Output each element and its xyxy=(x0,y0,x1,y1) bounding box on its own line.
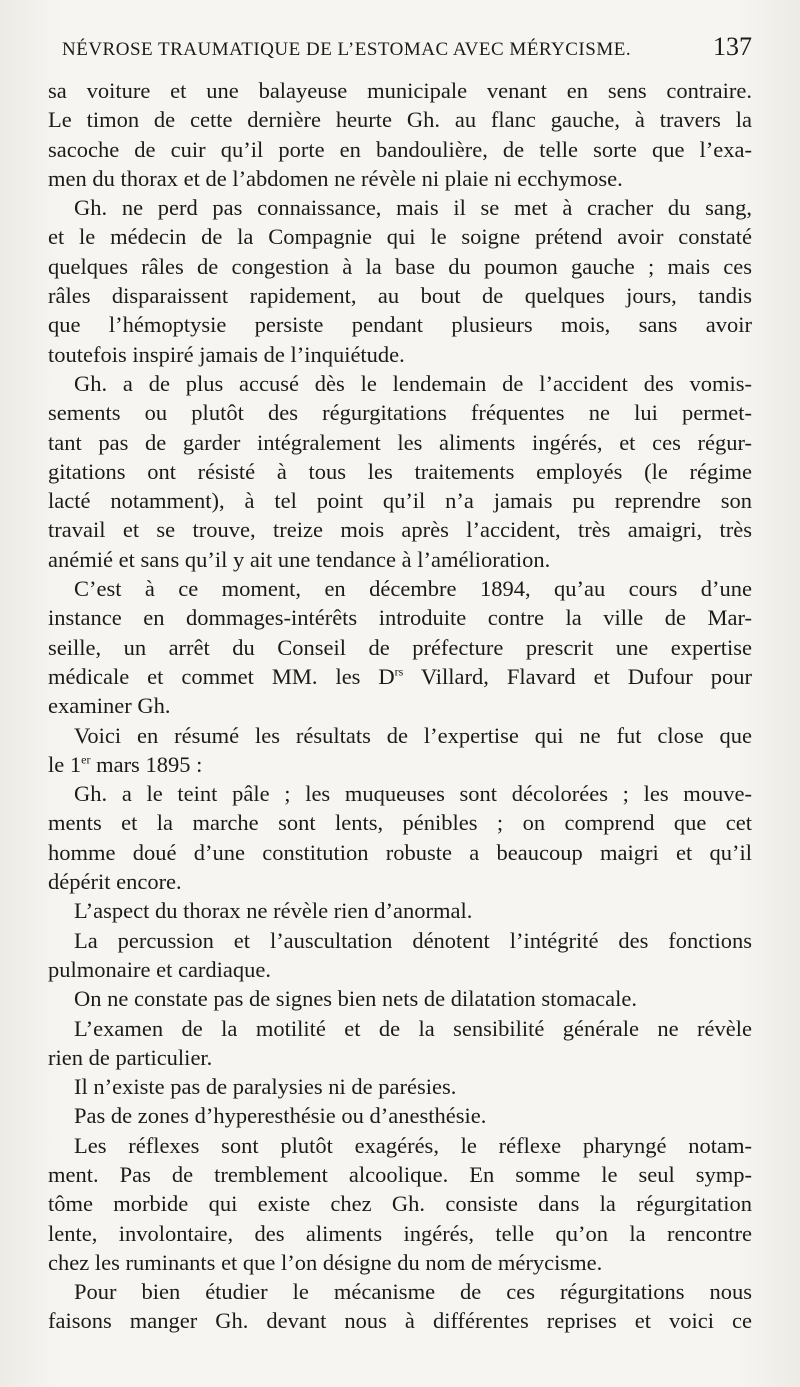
paragraph xyxy=(48,896,752,925)
paragraph xyxy=(48,76,752,193)
text-line: Les réflexes sont plutôt exagérés, le réflexe pharyngé notam- xyxy=(74,1132,752,1158)
text-line: seille, un arrêt du Conseil de préfecture prescrit une expertise xyxy=(48,634,752,660)
paragraph xyxy=(48,369,752,574)
paragraph xyxy=(48,984,752,1013)
text-line: lente, involontaire, des aliments ingérés, telle qu’on la rencontre xyxy=(48,1220,752,1246)
text-line: quelques râles de congestion à la base du poumon gauche ; mais ces xyxy=(48,253,752,279)
text-line: instance en dommages-intérêts introduite contre la ville de Mar- xyxy=(48,605,752,631)
text-line: Pas de zones d’hyperesthésie ou d’anesthésie. xyxy=(74,1103,487,1129)
running-title: NÉVROSE TRAUMATIQUE DE L’ESTOMAC AVEC MÉRYCISME. xyxy=(62,39,632,60)
text-line: C’est à ce moment, en décembre 1894, qu’au cours d’une xyxy=(74,576,752,602)
text-line: examiner Gh. xyxy=(48,693,171,719)
text-line: tôme morbide qui existe chez Gh. consiste dans la régurgitation xyxy=(48,1191,752,1217)
paragraph xyxy=(48,1101,752,1130)
text-line: le 1er mars 1895 : xyxy=(48,751,203,777)
text-line: faisons manger Gh. devant nous à différentes reprises et voici ce xyxy=(48,1308,752,1334)
text-line: râles disparaissent rapidement, au bout de quelques jours, tandis xyxy=(48,283,752,309)
text-line: Voici en résumé les résultats de l’expertise qui ne fut close que xyxy=(74,722,752,748)
text-line: rien de particulier. xyxy=(48,1044,213,1070)
body-text xyxy=(48,76,752,1336)
text-line: Gh. ne perd pas connaissance, mais il se met à cracher du sang, xyxy=(74,195,752,221)
text-line: Le timon de cette dernière heurte Gh. au flanc gauche, à travers la xyxy=(48,107,752,133)
text-line: Gh. a le teint pâle ; les muqueuses sont décolorées ; les mouve- xyxy=(74,781,752,807)
text-line: sa voiture et une balayeuse municipale venant en sens contraire. xyxy=(48,78,752,103)
text-line: sacoche de cuir qu’il porte en bandoulière, de telle sorte que l’exa- xyxy=(48,136,752,162)
paragraph xyxy=(48,1014,752,1073)
text-line: lacté notamment), à tel point qu’il n’a jamais pu reprendre son xyxy=(48,488,752,514)
text-line: que l’hémoptysie persiste pendant plusieurs mois, sans avoir xyxy=(48,312,752,338)
page-number: 137 xyxy=(713,32,752,61)
text-line: anémié et sans qu’il y ait une tendance à l’amélioration. xyxy=(48,546,551,572)
text-line: dépérit encore. xyxy=(48,869,182,895)
paragraph xyxy=(48,721,752,780)
paragraph xyxy=(48,779,752,896)
text-line: ment. Pas de tremblement alcoolique. En somme le seul symp- xyxy=(48,1161,752,1187)
text-line: On ne constate pas de signes bien nets de dilatation stomacale. xyxy=(74,986,637,1012)
text-line: médicale et commet MM. les $D^{rs}$ Villard, Flavard et Dufour pour xyxy=(48,663,753,689)
text-line: toutefois inspiré jamais de l’inquiétude. xyxy=(48,341,405,367)
text-line: tant pas de garder intégralement les aliments ingérés, et ces régur- xyxy=(48,429,752,455)
text-line: travail et se trouve, treize mois après l’accident, très amaigri, très xyxy=(48,517,752,543)
text-line: sements ou plutôt des régurgitations fréquentes ne lui permet- xyxy=(48,400,752,426)
paragraph xyxy=(48,1277,752,1336)
text-line: et le médecin de la Compagnie qui le soigne prétend avoir constaté xyxy=(48,224,752,250)
paragraph xyxy=(48,193,752,369)
running-header xyxy=(62,32,752,68)
text-line: La percussion et l’auscultation dénotent l’intégrité des fonctions xyxy=(74,927,752,953)
text-line: pulmonaire et cardiaque. xyxy=(48,956,272,982)
text-line: Gh. a de plus accusé dès le lendemain de l’accident des vomis- xyxy=(74,370,752,396)
text-line: chez les ruminants et que l’on désigne du nom de mérycisme. xyxy=(48,1249,603,1275)
text-line: gitations ont résisté à tous les traitements employés (le régime xyxy=(48,458,752,484)
text-line: L’aspect du thorax ne révèle rien d’anormal. xyxy=(74,898,473,924)
paragraph xyxy=(48,926,752,985)
text-line: Pour bien étudier le mécanisme de ces régurgitations nous xyxy=(74,1279,752,1305)
text-line: ments et la marche sont lents, pénibles ; on comprend que cet xyxy=(48,810,752,836)
paragraph xyxy=(48,1072,752,1101)
text-line: homme doué d’une constitution robuste a beaucoup maigri et qu’il xyxy=(48,839,752,865)
paragraph xyxy=(48,1131,752,1277)
paragraph xyxy=(48,574,752,720)
text-line: Il n’existe pas de paralysies ni de parésies. xyxy=(74,1074,457,1100)
text-line: L’examen de la motilité et de la sensibilité générale ne révèle xyxy=(74,1015,752,1041)
text-line: men du thorax et de l’abdomen ne révèle ni plaie ni ecchymose. xyxy=(48,165,623,191)
